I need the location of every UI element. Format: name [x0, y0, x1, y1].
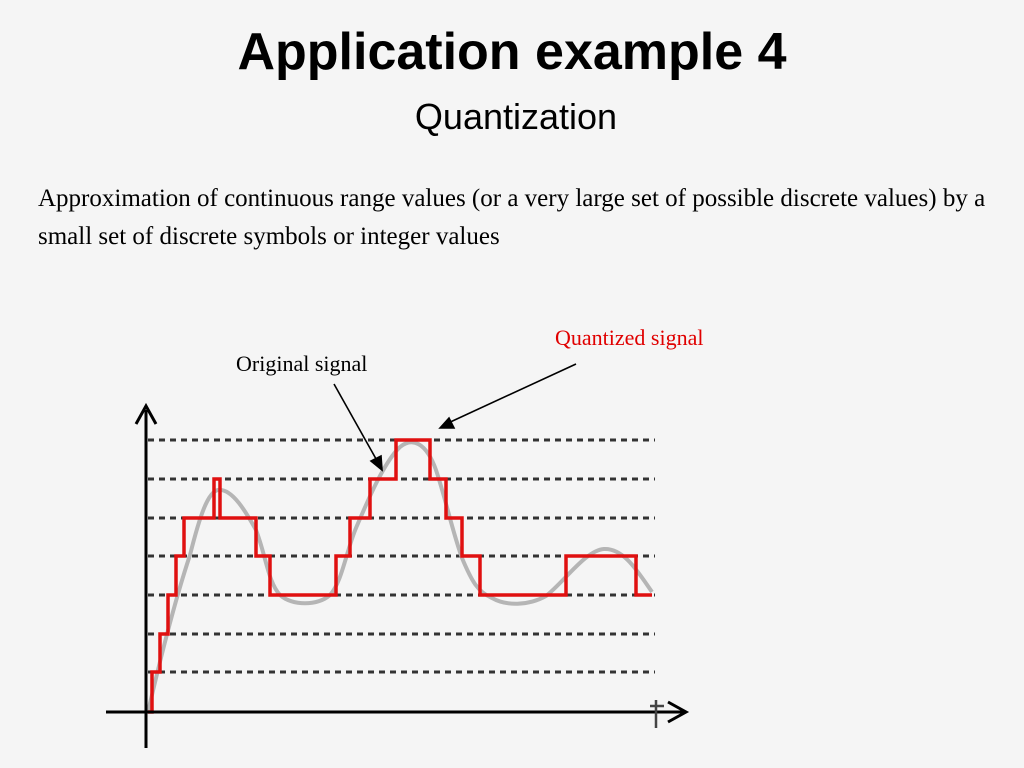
quantized-signal-label: Quantized signal: [555, 325, 704, 350]
original-signal-curve: [148, 442, 652, 712]
description-text: Approximation of continuous range values (or a very large set of possible discrete values) by a small set of discrete symbols or integer values: [38, 185, 986, 250]
original-signal-arrowhead: [371, 456, 382, 470]
slide-subtitle: Quantization: [414, 96, 618, 137]
quantized-signal-arrowhead: [440, 418, 454, 428]
quantized-signal-pointer: [446, 364, 576, 424]
time-axis-label-t: [650, 700, 664, 728]
original-signal-pointer: [334, 384, 380, 466]
quantized-signal-staircase: [148, 440, 652, 712]
original-signal-label: Original signal: [236, 351, 368, 376]
slide-title: Application example 4: [237, 23, 787, 81]
annotation-arrows: [334, 364, 576, 470]
